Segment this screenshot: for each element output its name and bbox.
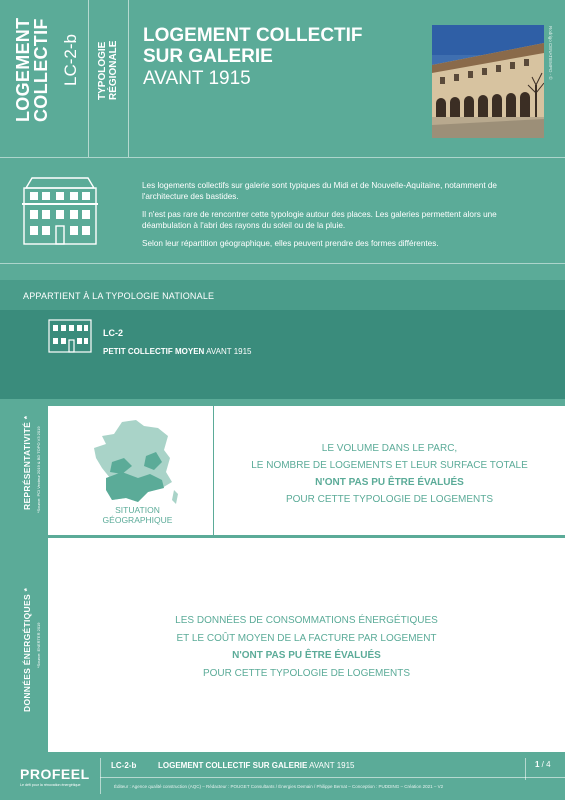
divider [88,0,89,157]
small-building-icon [47,316,93,354]
vertical-title: LOGEMENT COLLECTIF [13,17,51,122]
national-typology-heading: APPARTIENT À LA TYPOLOGIE NATIONALE [23,291,215,301]
divider [0,263,565,264]
national-typology-code: LC-2 [103,328,123,338]
divider [100,777,565,778]
typology-code: LC-2-b [61,34,80,86]
footer-credits: Éditeur : Agence qualité construction (AQC) – Rédacteur : POUGET Consultants / Énergies Demain / Philippe Bernat – Conception : PUDDING – Création 2021 – V2 [114,784,444,789]
divider [128,0,129,157]
representativity-label: REPRÉSENTATIVITÉ * [22,415,32,510]
representativity-source: *Source: PCI Vecteur 2019 & BD TOPO V3 2019 [36,426,41,513]
energy-data-message: LES DONNÉES DE CONSOMMATIONS ÉNERGÉTIQUES ET LE COÛT MOYEN DE LA FACTURE PAR LOGEMENT N'ONT PAS PU ÊTRE ÉVALUÉS POUR CETTE TYPOLOGIE DE LOGEMENTS [175,615,438,679]
divider [100,758,101,794]
energy-data-label: DONNÉES ÉNERGÉTIQUES * [22,587,32,712]
profeel-logo: PROFEEL [20,766,90,782]
divider [0,157,565,158]
page-number: 1 / 4 [535,760,551,769]
intro-text: Les logements collectifs sur galerie sont typiques du Midi et de Nouvelle-Aquitaine, notamment de l'architecture des bastides. Il n'est pas rare de rencontrer cette typologie autour des places. Les galeries permettent alors une déambulation à l'abri des rayons du soleil ou de la pluie. Selon leur répartition géographique, elles peuvent prendre des formes différentes. [142,181,497,248]
building-icon [20,174,100,246]
typology-label: TYPOLOGIE RÉGIONALE [97,40,119,100]
photo-credit: Rodrigo CENATIEMPO - © [548,26,553,80]
footer-code: LC-2-b [111,761,137,770]
national-typology-name: PETIT COLLECTIF MOYEN AVANT 1915 [103,347,252,356]
representativity-message: LE VOLUME DANS LE PARC, LE NOMBRE DE LOGEMENTS ET LEUR SURFACE TOTALE N'ONT PAS PU ÊTRE ÉVALUÉS POUR CETTE TYPOLOGIE DE LOGEMENTS [251,443,528,505]
building-photo [432,25,544,138]
footer-title: LOGEMENT COLLECTIF SUR GALERIE AVANT 1915 [158,761,355,770]
page-title: LOGEMENT COLLECTIF SUR GALERIE [143,25,363,67]
page-subtitle: AVANT 1915 [143,68,251,89]
france-map [92,418,182,506]
logo-tagline: Le défi pour la rénovation énergétique [20,783,81,787]
map-caption: SITUATION GÉOGRAPHIQUE [102,505,173,525]
energy-data-source: *Source: ENERTER 2019 [36,622,41,668]
